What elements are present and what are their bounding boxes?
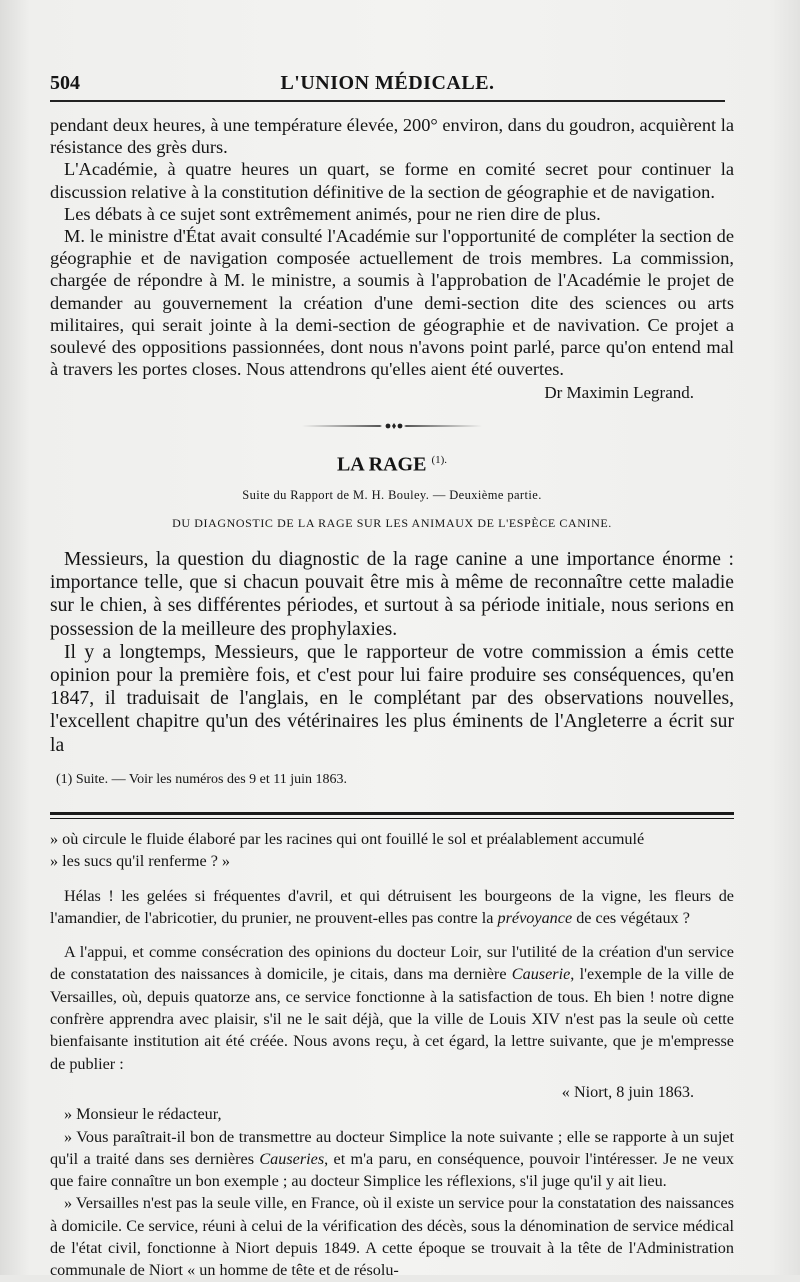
text-run: , et m'a paru, en conséquence, pouvoir l'intéresser. Je ne veux que faire connaître un bon exemple ; au docteur Simplice les réflexions, s'il juge qu'il y ait lieu. bbox=[50, 1149, 734, 1191]
author-signature: Dr Maximin Legrand. bbox=[544, 383, 694, 403]
page-header bbox=[50, 66, 725, 96]
paragraph-rapporteur: Il y a longtemps, Messieurs, que le rapporteur de votre commission a émis cette opinion pour la première fois, et c'est pour lui faire produire ses conséquences, qu'en 1847, il traduisait de l'anglais, en le complétant par des observations nouvelles, l'excellent chapitre qu'un des vétérinaires les plus éminents de l'Angleterre a écrit sur la bbox=[50, 641, 734, 756]
footnote: (1) Suite. — Voir les numéros des 9 et 11 juin 1863. bbox=[56, 771, 347, 787]
article-body bbox=[50, 548, 734, 757]
emphasis-text: Causeries bbox=[259, 1149, 325, 1168]
paragraph-goudron: pendant deux heures, à une température élevée, 200° environ, dans du goudron, acquièrent la résistance des grès durs. bbox=[50, 115, 734, 158]
quote-line: » les sucs qu'il renferme ? » bbox=[50, 852, 231, 871]
letter-paragraph: » Versailles n'est pas la seule ville, en France, où il existe un service pour la constatation des naissances à domicile. Ce service, réuni à celui de la vérification des décès, sous la dénomination de service médical de l'état civil, fonctionne à Niort depuis 1849. A cette époque se trouvait à la tête de l'Administration communale de Niort « un homme de tête et de résolu- bbox=[50, 1194, 734, 1280]
paragraph-debats: Les débats à ce sujet sont extrêmement animés, pour ne rien dire de plus. bbox=[64, 203, 601, 224]
article-title bbox=[50, 449, 734, 476]
letter-paragraph bbox=[50, 1126, 734, 1193]
paragraph-ministre: M. le ministre d'État avait consulté l'Académie sur l'opportunité de compléter la section de géographie et de navigation composée actuellement de trois membres. La commission, chargée de répondre à M. le ministre, a soumis à l'approbation de l'Académie le projet de demander au gouvernement la création d'une demi-section dite des sciences ou arts militaires, qui serait jointe à la demi-section de géographie et de navivation. Ce projet a soulevé des oppositions passionnées, dont nous n'avons point parlé, parce qu'on entend mal à travers les portes closes. Nous attendrons qu'elles aient été ouvertes. bbox=[50, 226, 734, 380]
ornament-divider-icon bbox=[302, 421, 482, 431]
quote-line: » où circule le fluide élaboré par les racines qui ont fouillé le sol et préalablement accumulé bbox=[50, 830, 645, 848]
section-ornament bbox=[50, 421, 734, 431]
page-number: 504 bbox=[50, 72, 80, 94]
article-title-text: LA RAGE bbox=[336, 453, 427, 476]
text-run: , l'exemple de la ville de Versailles, où, depuis quatorze ans, ce service fonctionne à la satisfaction de tous. Eh bien ! notre digne confrère apprendra avec plaisir, s'il ne le sait déjà, que la ville de Louis XIV n'est pas la seule où cette bienfaisante institution ait été créée. Nous avons reçu, à cet égard, la lettre suivante, que je m'empresse de publier : bbox=[50, 965, 734, 1073]
emphasis-text: Causerie bbox=[511, 965, 571, 984]
paragraph-diagnostic: Messieurs, la question du diagnostic de la rage canine a une importance énorme : importance telle, que si chacun pouvait être mis à même de reconnaître cette maladie sur le chien, à ses différentes périodes, et surtout à sa période initiale, nous serions en possession de la meilleure des prophylaxies. bbox=[50, 548, 734, 640]
article-subtitle: Suite du Rapport de M. H. Bouley. — Deuxième partie. bbox=[242, 487, 542, 502]
paragraph-helas bbox=[50, 885, 734, 930]
letter-dateline: « Niort, 8 juin 1863. bbox=[561, 1082, 694, 1101]
emphasis-text: prévoyance bbox=[497, 908, 573, 927]
paragraph-appui bbox=[50, 941, 734, 1075]
journal-title: L'UNION MÉDICALE. bbox=[280, 72, 495, 94]
section-heading: DU DIAGNOSTIC DE LA RAGE SUR LES ANIMAUX DE L'ESPÈCE CANINE. bbox=[172, 515, 612, 530]
article-title-footnote-ref: (1). bbox=[431, 453, 448, 466]
header-rule bbox=[50, 100, 725, 102]
top-column bbox=[50, 114, 734, 791]
text-run: de ces végétaux ? bbox=[576, 908, 690, 927]
letter bbox=[50, 1103, 734, 1281]
paragraph-comite-secret: L'Académie, à quatre heures un quart, se forme en comité secret pour continuer la discussion relative à la constitution définitive de la section de géographie et de navigation. bbox=[50, 159, 734, 202]
letter-salutation: » Monsieur le rédacteur, bbox=[64, 1105, 222, 1124]
text-run: » Vous paraîtrait-il bon de transmettre au docteur Simplice la note suivante ; elle se rapporte à un sujet qu'il a traité dans ses dernières bbox=[50, 1127, 734, 1168]
feuilleton-column bbox=[50, 828, 734, 1282]
text-run: A l'appui, et comme consécration des opinions du docteur Loir, sur l'utilité de la création d'un service de constatation des naissances à domicile, je citais, dans ma dernière bbox=[50, 943, 734, 984]
feuilleton-rule bbox=[50, 812, 734, 819]
text-run: Hélas ! les gelées si fréquentes d'avril, et qui détruisent les bourgeons de la vigne, les fleurs de l'amandier, de l'abricotier, du prunier, ne prouvent-elles pas contre la bbox=[50, 886, 734, 927]
